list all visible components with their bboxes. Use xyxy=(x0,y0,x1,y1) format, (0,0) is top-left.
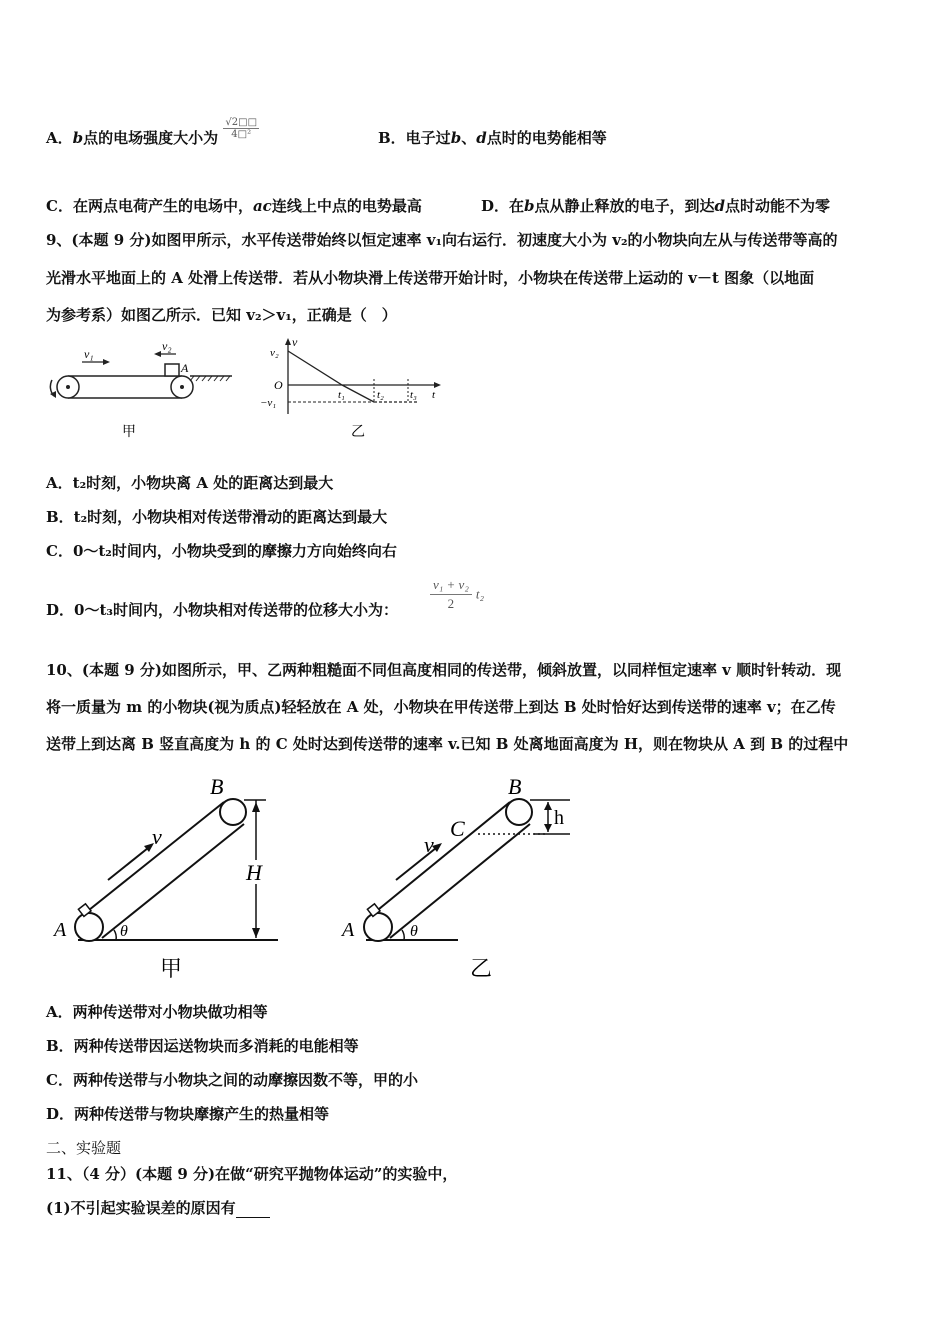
q10-option-d: D．两种传送带与物块摩擦产生的热量相等 xyxy=(46,1105,330,1123)
q9-left-roller-axle xyxy=(66,385,70,389)
q8-option-c-var: ac xyxy=(252,197,272,215)
q8-option-d-var2: d xyxy=(714,197,726,215)
q9-graph-line-2 xyxy=(342,385,374,402)
q8-option-b-var2: d xyxy=(476,129,487,147)
q10-fig1-caption: 甲 xyxy=(160,956,183,981)
q10-fig2-h-arrow-down xyxy=(544,824,552,832)
q9-label-v2: v₂ xyxy=(162,339,172,353)
q10-fig1-label-theta: θ xyxy=(120,923,128,940)
q10-fig1-angle-arc xyxy=(114,930,116,940)
q10-option-c: C．两种传送带与小物块之间的动摩擦因数不等，甲的小 xyxy=(46,1071,418,1089)
q10-option-b: B．两种传送带因运送物块而多消耗的电能相等 xyxy=(46,1037,359,1055)
q9-v2-arrowhead xyxy=(154,351,161,357)
q10-figure-right xyxy=(338,770,578,985)
q9-option-d-formula xyxy=(430,576,484,613)
q11-sub1 xyxy=(46,1198,270,1218)
q8-option-c-prefix: C．在两点电荷产生的电场中， xyxy=(46,197,253,215)
q10-fig1-h-arrow-up xyxy=(252,802,260,812)
q9-option-d xyxy=(46,600,398,620)
q8-option-a xyxy=(46,116,259,148)
q8-option-a-var: b xyxy=(72,129,84,147)
q8-option-d-text: 点时动能不为零 xyxy=(725,197,831,215)
q9-graph-label-neg-v1: −v₁ xyxy=(260,397,277,409)
q10-fig2-label-c: C xyxy=(450,816,465,841)
q9-graph-label-t2: t₂ xyxy=(377,389,384,401)
q9-right-roller-axle xyxy=(180,385,184,389)
q10-fig1-top-roller xyxy=(220,799,246,825)
q9-graph-label-t: t xyxy=(432,389,436,401)
q10-fig1-belt-bottom xyxy=(102,824,244,938)
q8-option-a-fraction xyxy=(223,117,259,140)
q9-figure-conveyor xyxy=(40,336,240,446)
q10-fig2-label-b: B xyxy=(508,774,522,799)
q8-option-a-text: 点的电场强度大小为 xyxy=(83,129,219,147)
q8-option-a-frac-den: 4□² xyxy=(231,128,252,140)
q10-fig2-bottom-roller xyxy=(364,913,392,941)
q10-fig2-label-h: h xyxy=(554,807,564,829)
q10-fig1-label-h: H xyxy=(246,860,262,885)
q11-stem: 11、（4 分）(本题 9 分)在做“研究平抛物体运动”的实验中， xyxy=(46,1165,458,1183)
q10-fig2-belt-top xyxy=(368,802,510,918)
q8-option-d-prefix: D．在 xyxy=(481,197,525,215)
q9-stem-line2: 光滑水平地面上的 A 处滑上传送带．若从小物块滑上传送带开始计时，小物块在传送带上运动的 v－t 图象（以地面 xyxy=(46,269,815,287)
q10-fig1-label-a: A xyxy=(54,919,67,941)
q9-figure-left-caption: 甲 xyxy=(122,425,136,440)
q9-option-d-numerator: v₁ + v₂ xyxy=(430,576,472,595)
q10-fig1-label-b: B xyxy=(210,774,224,799)
q9-figure-right-caption: 乙 xyxy=(351,425,365,440)
q9-option-d-text: D．0～t₃时间内，小物块相对传送带的位移大小为： xyxy=(46,601,398,619)
q9-graph-label-v: v xyxy=(292,336,298,349)
q8-option-c xyxy=(46,196,422,216)
q8-option-a-frac-num: √2□□ xyxy=(225,116,258,128)
q9-graph-label-o: O xyxy=(274,378,283,392)
q8-option-c-text: 连线上中点的电势最高 xyxy=(271,197,422,215)
section-title-experiment: 二、实验题 xyxy=(46,1139,122,1157)
q11-sub1-text: (1)不引起实验误差的原因有 xyxy=(46,1199,236,1217)
q10-fig1-v-arrow xyxy=(108,848,148,880)
q8-option-b-text: 点时的电势能相等 xyxy=(486,129,607,147)
q8-option-d-var1: b xyxy=(524,197,535,215)
q9-option-a: A．t₂时刻，小物块离 A 处的距离达到最大 xyxy=(46,474,334,492)
q8-option-d-mid: 点从静止释放的电子，到达 xyxy=(534,197,715,215)
q10-stem-line2: 将一质量为 m 的小物块(视为质点)轻轻放在 A 处，小物块在甲传送带上到达 B 处时恰好达到传送带的速率 v；在乙传 xyxy=(46,698,836,716)
q10-fig1-bottom-roller xyxy=(75,913,103,941)
q10-fig1-belt-top xyxy=(79,802,224,918)
q9-graph-label-v2: v₂ xyxy=(270,347,279,359)
q10-fig2-label-theta: θ xyxy=(410,923,418,940)
q9-label-a: A xyxy=(181,361,189,375)
q9-graph-label-t1: t₁ xyxy=(338,389,345,401)
q11-sub1-answer-blank[interactable] xyxy=(236,1203,270,1218)
q8-option-b-var1: b xyxy=(450,129,462,147)
q9-label-v1: v₁ xyxy=(84,347,94,361)
q9-stem-line3: 为参考系）如图乙所示．已知 v₂＞v₁，正确是（ ） xyxy=(46,306,397,324)
q10-stem-line3: 送带上到达离 B 竖直高度为 h 的 C 处时达到传送带的速率 v.已知 B 处离地面高度为 H，则在物块从 A 到 B 的过程中 xyxy=(46,735,849,753)
q9-option-b: B．t₂时刻，小物块相对传送带滑动的距离达到最大 xyxy=(46,508,388,526)
q9-block xyxy=(165,364,179,376)
q10-fig2-belt-bottom xyxy=(390,824,530,938)
q9-stem-line1: 9、(本题 9 分)如图甲所示，水平传送带始终以恒定速率 v₁向右运行．初速度大小为 v₂的小物块向左从与传送带等高的 xyxy=(46,231,838,249)
q10-fig2-caption: 乙 xyxy=(470,956,493,981)
q10-fig2-label-v: v xyxy=(424,832,434,857)
q10-fig2-label-a: A xyxy=(342,919,355,941)
q10-fig1-h-arrow-down xyxy=(252,928,260,938)
q10-fig2-h-arrow-up xyxy=(544,802,552,810)
q10-fig1-label-v: v xyxy=(152,824,162,849)
q9-graph-t-axis-arrow xyxy=(434,382,441,388)
q8-option-b-prefix: B．电子过 xyxy=(378,129,451,147)
q10-fig2-angle-arc xyxy=(402,930,404,940)
q8-option-b-mid: 、 xyxy=(461,129,477,147)
q9-option-d-denominator: 2 xyxy=(447,596,455,611)
q8-option-b xyxy=(378,128,607,148)
q10-fig2-top-roller xyxy=(506,799,532,825)
q9-option-d-t2: t₂ xyxy=(475,586,484,602)
q9-graph-v-axis-arrow xyxy=(285,338,291,345)
q9-figure-vt-graph xyxy=(258,336,448,446)
q9-graph-line-1 xyxy=(288,351,342,385)
q10-stem-line1: 10、(本题 9 分)如图所示，甲、乙两种粗糙面不同但高度相同的传送带，倾斜放置，以同样恒定速率 v 顺时针转动．现 xyxy=(46,661,842,679)
q9-graph-label-t3: t₃ xyxy=(410,389,417,401)
q8-option-a-prefix: A． xyxy=(46,129,73,147)
q10-figure-left xyxy=(48,770,288,985)
q9-v1-arrowhead xyxy=(103,359,110,365)
q9-option-c: C．0～t₂时间内，小物块受到的摩擦力方向始终向右 xyxy=(46,542,397,560)
q10-option-a: A．两种传送带对小物块做功相等 xyxy=(46,1003,268,1021)
q8-option-d xyxy=(481,196,830,216)
